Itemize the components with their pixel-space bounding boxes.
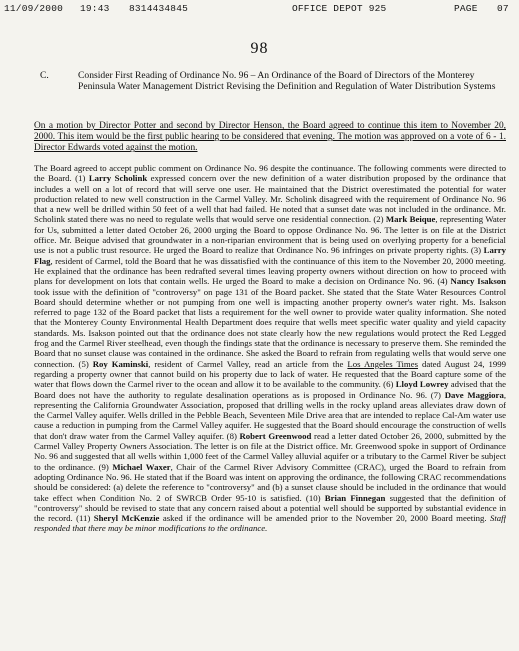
text-run: , resident of Carmel Valley, read an article from the xyxy=(148,358,344,369)
text-run: The Board agreed to accept public comment on Ordinance No. 96 despite the continuance. The following comments were directed to the Board. (1) xyxy=(34,163,506,184)
motion-paragraph: On a motion by Director Potter and second by Director Henson, the Board agreed to continue this item to November 20, 2000. This item would be the first public hearing to be considered that evening. The motion was approved on a vote of 6 - 1. Director Edwards voted against the motion. xyxy=(34,121,506,154)
speaker-name: Nancy Isakson xyxy=(450,276,506,287)
text-run: , representing Water for Us, submitted a letter dated October 26, 2000 urging the Board to oppose Ordinance No. 96. The letter is on file at the District office. Mr. Beique advised that groundwater in a non-riparian environment that is being used on overlying property for a beneficial use is not a public trust resource. He urged the Board to realize that Ordinance No. 96 infringes on private property rights. (3) xyxy=(34,214,506,256)
fax-page-number: 07 xyxy=(497,3,509,14)
speaker-name: Sheryl McKenzie xyxy=(93,513,160,524)
public-comment-body xyxy=(34,163,506,643)
text-run: expressed concern over the new definition of a water distribution proposed by the ordinance that includes a well on a lot of record that will serve one user. He maintained that the District overestimated the potential for water production related to new well construction in the Carmel Valley. Mr. Scholink disagreed with the requirement of Ordinance No. 96 that a new well be drilled within 50 feet of a well that had failed. He noted that a sunset date was not included in the ordinance. Mr. Scholink stated there was no need to regulate wells that would serve one residential connection. (2) xyxy=(34,173,506,225)
text-run: advised that the Board does not have the authority to regulate desalination operations as is proposed in Ordinance No. 96. (7) xyxy=(34,379,506,400)
newspaper-name: Los Angeles Times xyxy=(347,358,419,369)
fax-number: 8314434845 xyxy=(129,3,189,14)
text-run: asked if the ordinance will be amended prior to the November 20, 2000 Board meeting. xyxy=(162,513,487,524)
fax-time: 19:43 xyxy=(80,3,110,14)
agenda-item-letter: C. xyxy=(40,70,49,81)
text-run: dated August 24, 1999 regarding a property owner that cannot build on his property due to lack of water. He requested that the Board capture some of the water that flows down the Carmel river to the ocean and allow it to be available to the community. (6) xyxy=(34,358,506,390)
speaker-name: Mark Beique xyxy=(385,214,436,225)
speaker-name: Brian Finnegan xyxy=(324,492,386,503)
speaker-name: Larry Scholink xyxy=(88,173,148,184)
agenda-item-title: Consider First Reading of Ordinance No. 96 – An Ordinance of the Board of Directors of the Monterey Peninsula Water Management District Revising the Definition and Regulation of Water Distribution Systems xyxy=(78,70,496,92)
text-run: suggested that the definition of "controversy" should be revised to state that any concern raised about a potential well should be supported by substantial evidence in the record. (11) xyxy=(34,492,506,524)
text-run: , resident of Carmel, told the Board that he was dissatisfied with the continuance of this item to the November 20, 2000 meeting. He explained that the ordinance has been redrafted several times leaving property owners without direction on how to proceed with plans for development on lots that contain wells. He urged the Board to make a decision on Ordinance No. 96. (4) xyxy=(34,255,506,287)
speaker-name: Michael Waxer xyxy=(112,461,171,472)
text-run: read a letter dated October 26, 2000, submitted by the Carmel Valley Property Owners Association. The letter is on file at the District office. Mr. Greenwood spoke in support of Ordinance No. 96 and suggested that all wells within 1,000 feet of the Carmel Valley alluvial aquifer or a tributary to the Carmel River be subject to the ordinance. (9) xyxy=(34,430,506,472)
speaker-name: Robert Greenwood xyxy=(239,430,312,441)
fax-date: 11/09/2000 xyxy=(4,3,64,14)
staff-response: Staff responded that there may be minor modifications to the ordinance. xyxy=(34,513,506,534)
page-number: 98 xyxy=(250,40,269,57)
fax-sender: OFFICE DEPOT 925 xyxy=(292,3,387,14)
public-comment-paragraph xyxy=(34,163,506,534)
text-run: , Chair of the Carmel River Advisory Committee (CRAC), urged the Board to refrain from adopting Ordinance No. 96. He stated that if the Board was intent on approving the ordinance, the following CRAC recommendations should be considered: (a) delete the reference to "controversy" and (b) a sunset clause should be included in the ordinance that would take effect when Condition No. 2 of SWRCB Order 95-10 is satisfied. (10) xyxy=(34,461,506,503)
fax-header xyxy=(4,3,515,17)
text-run: took issue with the definition of "controversy" on page 131 of the Board packet. She stated that the State Water Resources Control Board should determine whether or not pumping from one well is impacting another property owner's water right. Ms. Isakson referred to page 132 of the Board packet that lists a requirement for the well owner to provide water quality information. She noted that the Monterey County Environmental Health Department does require that wells meet specific water quality and yield capacity standards. Ms. Isakson pointed out that the ordinance does not state clearly how the new regulations would protect the Red Legged frog and the Carmel River steelhead, even though the findings state that the ordinance is necessary to preserve them. She reminded the Board that no sunset clause was contained in the ordinance. She asked the Board to refrain from regulating wells that would serve one connection. (5) xyxy=(34,286,506,369)
speaker-name: Roy Kaminski xyxy=(92,358,149,369)
speaker-name: Lloyd Lowrey xyxy=(395,379,449,390)
fax-page-label: PAGE xyxy=(454,3,478,14)
text-run: , representing the California Groundwater Association, proposed that drilling wells in the rocky upland areas alleviates draw down of the Carmel Valley aquifer. Wells drilled in the Pebble Beach, Seventeen Mile Drive area that are intended to replace Cal-Am water use cause a reduction in pumping from the Carmel Valley aquifer. He suggested that the Board should encourage the construction of wells that don't draw water from the Carmel Valley aquifer. (8) xyxy=(34,389,506,441)
speaker-name: Larry Flag xyxy=(34,245,506,266)
speaker-name: Dave Maggiora xyxy=(444,389,504,400)
